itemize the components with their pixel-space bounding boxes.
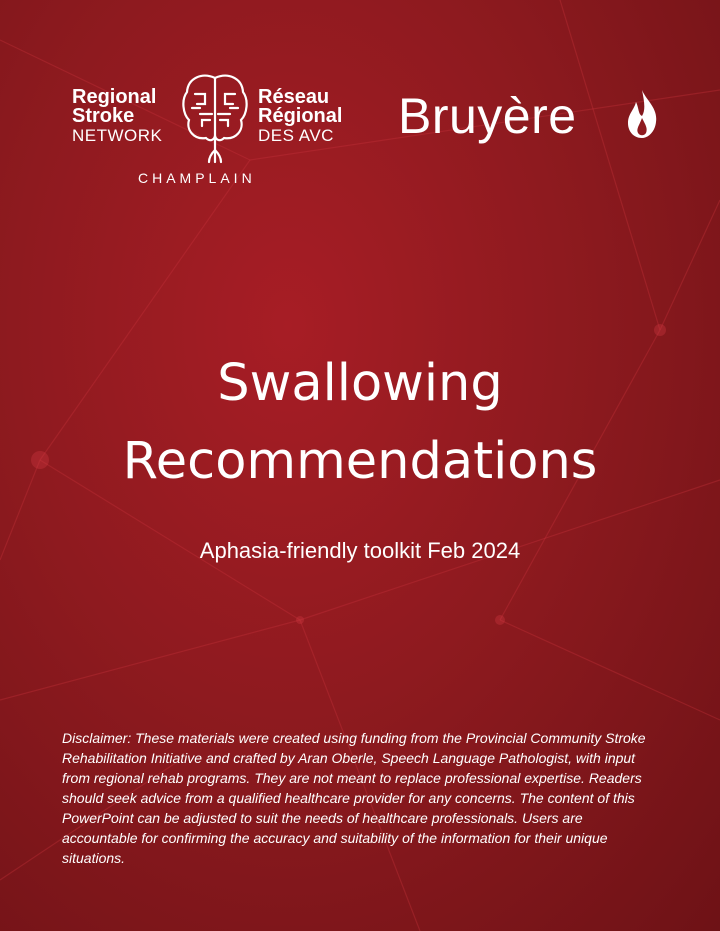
- title-line-1: Swallowing: [217, 354, 503, 413]
- regional-stroke-network-logo: [72, 70, 362, 190]
- bruyere-logo: [398, 86, 577, 146]
- rsn-right-line-1: Réseau: [258, 86, 330, 108]
- rsn-left-line-2: Stroke: [72, 105, 135, 127]
- disclaimer-text: Disclaimer: These materials were created using funding from the Provincial Community Stroke Rehabilitation Initiative and crafted by Aran Oberle, Speech Language Pathologist, with input from regional rehab programs. They are not meant to replace professional expertise. Readers should seek advice from a qualified healthcare provider for any concerns. The content of this PowerPoint can be adjusted to suit the needs of healthcare professionals. Users are accountable for confirming the accuracy and suitability of the information for their unique situations.: [62, 730, 646, 866]
- rsn-right-line-2: Régional: [258, 105, 343, 127]
- rsn-english-name: [72, 88, 162, 145]
- title-line-2: Recommendations: [122, 432, 598, 491]
- header-logos: [0, 0, 720, 200]
- page-title: [0, 345, 720, 501]
- subtitle: Aphasia-friendly toolkit Feb 2024: [199, 538, 521, 563]
- rsn-french-name: [258, 88, 342, 145]
- flame-icon: [624, 88, 660, 140]
- bruyere-wordmark: Bruyère: [398, 88, 577, 144]
- brain-icon: [180, 70, 250, 166]
- rsn-left-line-3: NETWORK: [72, 126, 163, 145]
- rsn-right-line-3: DES AVC: [258, 126, 334, 145]
- rsn-champlain: CHAMPLAIN: [138, 170, 256, 186]
- rsn-left-line-1: Regional: [72, 86, 157, 108]
